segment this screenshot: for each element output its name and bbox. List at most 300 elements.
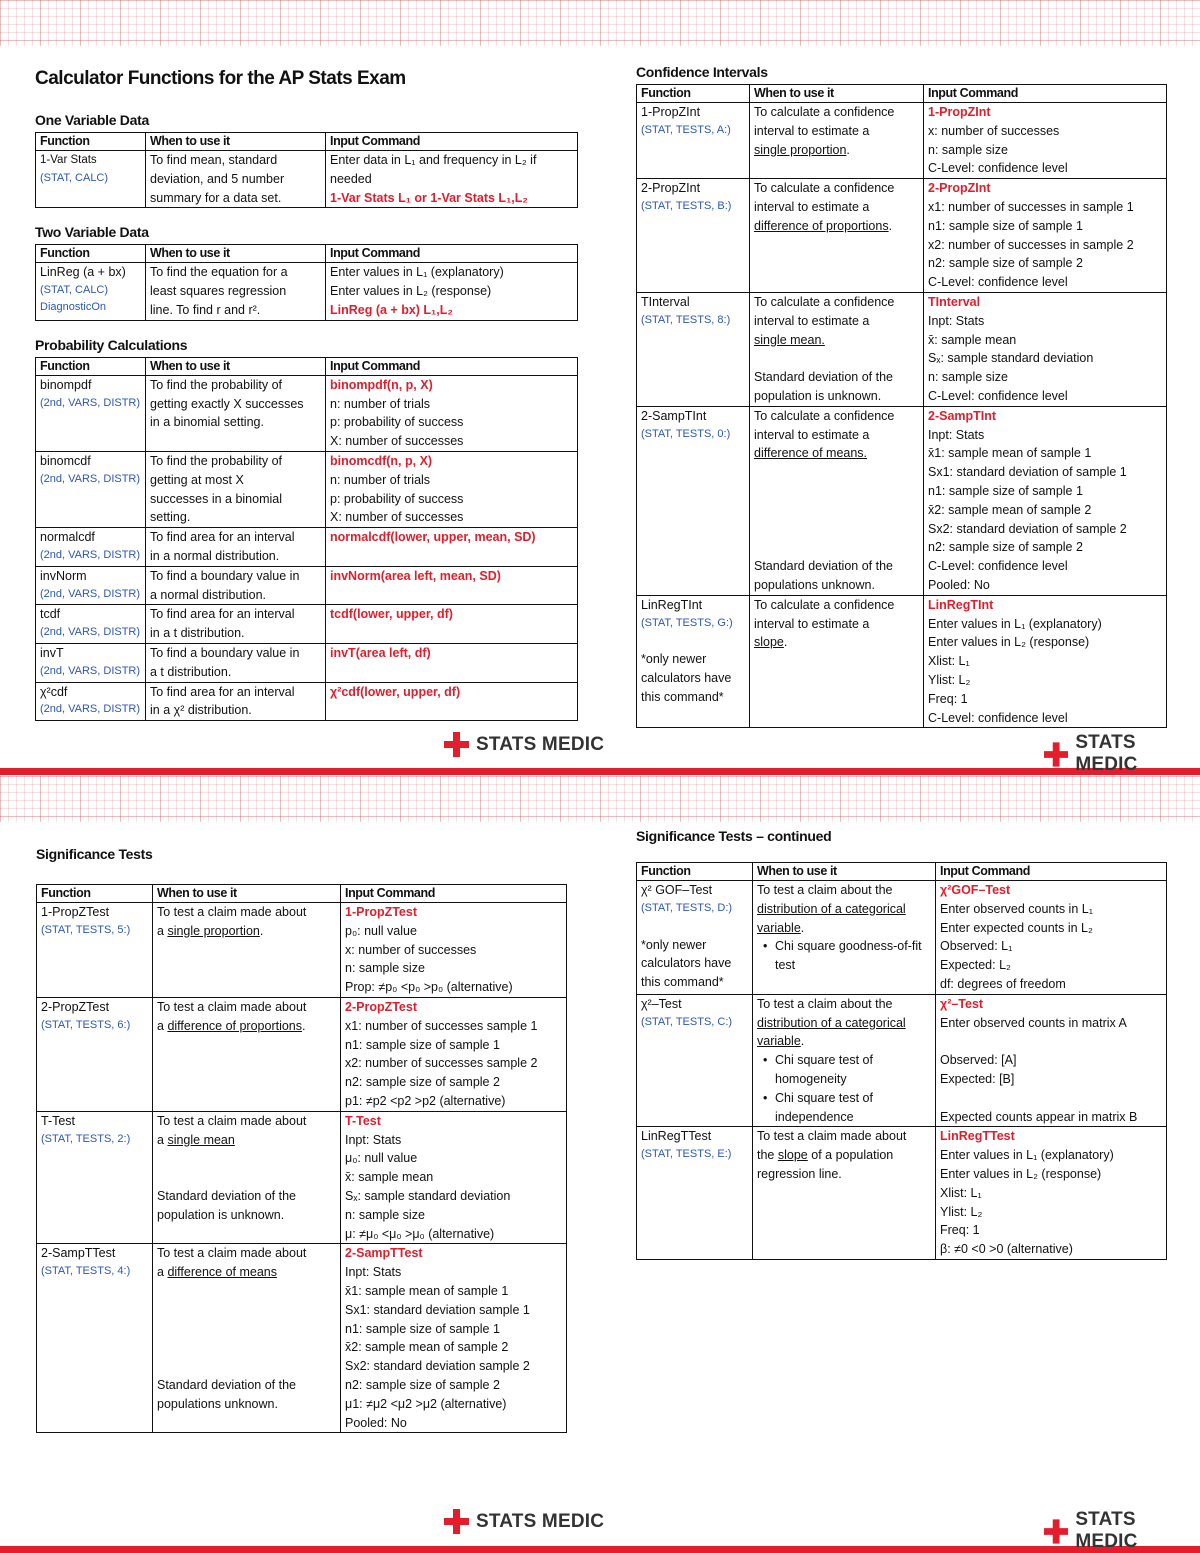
input-text: X: number of successes [330,434,464,449]
page1-right [636,64,1166,728]
function-name: LinRegTTest [641,1129,712,1144]
input-text: Expected counts appear in matrix B [940,1109,1138,1124]
command-text: binomcdf(n, p, X) [330,453,433,468]
key-sequence: (2nd, VARS, DISTR) [40,472,141,485]
table-row [637,103,1167,179]
when-text: To find area for an interval [150,684,295,699]
table-row [37,1111,567,1244]
key-sequence: (STAT, TESTS, G:) [641,616,733,629]
grid-band-middle [0,776,1200,822]
when-cell: To test a claim about the distribution of a categorical variable. • Chi square test of homogeneity • Chi square test of independence [753,994,936,1127]
when-underlined: distribution of a categorical variable [757,901,906,935]
section-title-significance-tests: Significance Tests [36,846,153,862]
table-row [637,994,1167,1127]
function-cell [37,1111,153,1244]
function-name: LinReg (a + bx) [40,265,126,280]
input-text: df: degrees of freedom [940,976,1066,991]
function-cell [36,528,146,567]
bullet-item: • Chi square goodness-of-fit test [757,937,931,975]
input-text: Ylist: L₂ [940,1204,983,1219]
function-name: TInterval [641,294,690,309]
function-cell [37,903,153,998]
table-row [637,881,1167,995]
section-title-one-var: One Variable Data [35,112,149,128]
when-cell [146,605,326,644]
note-text: this command* [641,689,724,704]
note-text: Standard deviation of the [157,1377,296,1392]
input-text: Xlist: L₁ [940,1185,982,1200]
note-text: population is unknown. [754,388,882,403]
table-row [37,997,567,1111]
note-text: Standard deviation of the [754,559,893,574]
function-name: 1-Var Stats [40,154,97,166]
input-text: Inpt: Stats [928,427,985,442]
when-text: summary for a data set. [150,190,282,205]
table-row [637,292,1167,406]
two-var-table [35,244,578,320]
input-text: x1: number of successes in sample 1 [928,199,1134,214]
when-text: To calculate a confidence [754,597,895,612]
confidence-interval-table [636,84,1167,728]
function-name: 1-PropZTest [41,905,110,919]
function-cell [637,881,753,995]
input-text: Sₓ: sample standard deviation [345,1188,511,1203]
col-when: When to use it [753,863,936,881]
command-text: χ²GOF–Test [940,883,1011,897]
when-text: in a χ² distribution. [150,703,252,718]
input-text: Pooled: No [928,577,990,592]
input-text: Pooled: No [345,1415,407,1430]
input-cell [924,406,1167,595]
table-row [36,263,578,320]
function-name: 2-PropZInt [641,181,701,196]
when-underlined: single proportion [754,142,847,157]
when-cell [153,1111,341,1244]
input-text: C-Level: confidence level [928,275,1068,290]
table-row [637,179,1167,293]
input-text: n: sample size [928,370,1008,385]
input-text: Sx1: standard deviation of sample 1 [928,465,1127,480]
when-underlined: distribution of a categorical variable [757,1015,906,1049]
table-row [36,566,578,605]
input-cell [326,151,578,208]
col-input: Input Command [326,245,578,263]
function-cell [637,179,750,293]
input-text: Xlist: L₁ [928,654,970,669]
note-text: calculators have [641,956,732,971]
when-cell [146,151,326,208]
input-text: x̄1: sample mean of sample 1 [928,446,1092,461]
when-text: To find the probability of [150,453,283,468]
when-cell [146,566,326,605]
table-header [37,885,567,903]
when-cell: To calculate a confidence interval to estimate a single proportion. [750,103,924,179]
col-when: When to use it [153,885,341,903]
input-cell [936,881,1167,995]
table-header [637,863,1167,881]
input-cell [924,292,1167,406]
input-text: Enter values in L₂ (response) [940,1166,1102,1181]
function-name: invT [40,645,64,660]
command-text: 1-PropZInt [928,105,991,119]
input-text: C-Level: confidence level [928,559,1068,574]
input-text: Freq: 1 [940,1223,980,1238]
input-text: Sx2: standard deviation sample 2 [345,1359,530,1374]
when-text: To calculate a confidence [754,105,895,119]
input-text: C-Level: confidence level [928,388,1068,403]
when-cell [146,682,326,721]
red-cross-icon [444,732,469,757]
col-function: Function [36,357,146,375]
input-cell [924,103,1167,179]
key-sequence: (STAT, TESTS, A:) [641,123,731,136]
command-text: χ²–Test [940,996,984,1011]
input-text: x: number of successes [345,942,477,957]
when-underlined: single proportion [167,923,260,938]
when-text: getting at most X [150,472,244,487]
function-cell [36,643,146,682]
note-text: calculators have [641,671,732,686]
note-text: populations unknown. [754,577,875,592]
when-text: in a binomial setting. [150,415,264,430]
input-text: Enter expected counts in L₂ [940,920,1093,935]
input-cell [341,997,567,1111]
input-text: n: sample size [345,1207,425,1222]
input-text: Enter observed counts in L₁ [940,901,1093,916]
table-row [637,595,1167,728]
when-cell [753,1127,936,1260]
divider-red-line [0,768,1200,775]
logo-text: STATS MEDIC [1075,732,1138,775]
function-cell [36,151,146,208]
key-sequence: (STAT, TESTS, 5:) [41,923,131,936]
function-name: binomcdf [40,453,91,468]
stats-medic-logo [444,1509,604,1534]
input-cell [326,451,578,527]
when-text: To calculate a confidence [754,181,895,196]
input-text: Prop: ≠p₀ <p₀ >p₀ (alternative) [345,980,513,995]
key-sequence: (STAT, TESTS, C:) [641,1015,733,1028]
when-text: interval to estimate a [754,123,870,138]
command-text: 2-PropZInt [928,181,991,196]
when-text: To find the probability of [150,377,283,392]
when-cell [146,263,326,320]
input-text: x̄: sample mean [928,332,1017,347]
input-text: Enter values in L₁ (explanatory) [940,1148,1114,1163]
stats-medic-logo [444,732,604,757]
input-text: n2: sample size of sample 2 [928,540,1083,555]
function-cell [637,406,750,595]
input-cell [326,528,578,567]
input-text: n1: sample size of sample 1 [345,1037,500,1052]
when-cell: To test a claim made about a difference of proportions. [153,997,341,1111]
input-cell [924,595,1167,728]
command-text: LinRegTTest [940,1129,1015,1144]
col-input: Input Command [341,885,567,903]
input-text: n2: sample size of sample 2 [928,256,1083,271]
bullet-item: • Chi square test of homogeneity [757,1051,931,1089]
command-text: 2-SampTTest [345,1246,423,1261]
command-text: LinRegTInt [928,597,994,612]
function-name: tcdf [40,607,61,622]
when-cell [750,292,924,406]
when-cell [153,1244,341,1433]
note-text: *only newer [641,652,707,667]
input-cell [326,375,578,451]
input-text: p1: ≠p2 <p2 >p2 (alternative) [345,1093,506,1108]
input-text: x2: number of successes sample 2 [345,1056,538,1071]
function-name: normalcdf [40,530,95,545]
input-text: Enter values in L₁ (explanatory) [330,265,504,280]
key-sequence: (2nd, VARS, DISTR) [40,626,141,639]
key-sequence-extra: DiagnosticOn [40,301,107,314]
input-text: μ: ≠μ₀ <μ₀ >μ₀ (alternative) [345,1226,495,1241]
note-text: populations unknown. [157,1396,278,1411]
col-input: Input Command [326,133,578,151]
function-name: 1-PropZInt [641,105,701,119]
key-sequence: (STAT, TESTS, B:) [641,199,732,212]
logo-text: STATS MEDIC [476,1510,605,1532]
input-cell [936,994,1167,1127]
col-function: Function [637,863,753,881]
when-text: To test a claim about the [757,996,893,1011]
input-text: μ1: ≠μ2 <μ2 >μ2 (alternative) [345,1396,507,1411]
when-text: To test a claim made about [157,1113,307,1128]
command-text: normalcdf(lower, upper, mean, SD) [330,530,536,545]
page1-left [35,68,577,721]
input-cell [326,263,578,320]
command-text: 1-Var Stats L₁ or 1-Var Stats L₁,L₂ [330,190,528,205]
input-text: n: number of trials [330,396,431,411]
section-title-significance-tests-continued: Significance Tests – continued [636,828,832,844]
function-cell [637,994,753,1127]
input-text: Sₓ: sample standard deviation [928,351,1094,366]
function-name: T-Test [41,1113,76,1128]
input-cell [326,643,578,682]
when-text: interval to estimate a [754,199,870,214]
input-text: Ylist: L₂ [928,672,971,687]
input-text: Freq: 1 [928,691,968,706]
input-text: C-Level: confidence level [928,710,1068,725]
when-text: To find mean, standard [150,153,278,167]
input-text: n: number of trials [330,472,431,487]
input-cell [326,682,578,721]
input-text: X: number of successes [330,510,464,525]
input-text: x̄1: sample mean of sample 1 [345,1283,509,1298]
input-text: n2: sample size of sample 2 [345,1377,500,1392]
when-text: a [157,923,164,938]
when-text: interval to estimate a [754,427,870,442]
function-cell [36,566,146,605]
section-title-probability: Probability Calculations [35,336,188,353]
when-text: To test a claim about the [757,883,893,897]
when-cell: To calculate a confidence interval to estimate a slope. [750,595,924,728]
when-text: To test a claim made about [157,1246,307,1261]
when-text: interval to estimate a [754,313,870,328]
when-text: getting exactly X successes [150,396,304,411]
input-text: Inpt: Stats [345,1132,402,1147]
key-sequence: (STAT, TESTS, E:) [641,1148,732,1161]
input-text: β: ≠0 <0 >0 (alternative) [940,1242,1073,1257]
command-text: TInterval [928,294,981,309]
input-text: Expected: [B] [940,1071,1015,1086]
logo-text: STATS MEDIC [476,733,605,755]
when-text: a [157,1132,164,1147]
when-text: line. To find r and r². [150,302,261,317]
table-header [637,85,1167,103]
table-row [637,1127,1167,1260]
key-sequence: (2nd, VARS, DISTR) [40,548,141,561]
col-when: When to use it [146,245,326,263]
input-text: p₀: null value [345,923,417,938]
red-cross-icon [1044,1519,1068,1544]
input-text: n: sample size [345,961,425,976]
input-text: x̄2: sample mean of sample 2 [345,1340,509,1355]
key-sequence: (STAT, TESTS, 8:) [641,313,731,326]
when-underlined: slope [754,635,784,650]
function-name: LinRegTInt [641,597,703,612]
section-title-confidence-intervals: Confidence Intervals [636,64,768,80]
input-text: Observed: [A] [940,1053,1017,1068]
note-text: *only newer [641,937,707,952]
when-text: To find area for an interval [150,607,295,622]
input-text: Sx2: standard deviation of sample 2 [928,521,1127,536]
red-cross-icon [1044,742,1068,767]
input-text: n1: sample size of sample 1 [345,1321,500,1336]
when-text: To calculate a confidence [754,408,895,423]
table-row [36,682,578,721]
function-name: χ²cdf [40,684,68,699]
function-name: binompdf [40,377,92,392]
when-text: To find area for an interval [150,530,295,545]
input-text: p: probability of success [330,491,464,506]
col-when: When to use it [146,357,326,375]
note-text: Standard deviation of the [157,1188,296,1203]
section-title-two-var: Two Variable Data [35,224,149,241]
red-cross-icon [444,1509,469,1534]
table-row [36,643,578,682]
input-text: C-Level: confidence level [928,161,1068,176]
when-underlined: difference of proportions [754,218,889,233]
when-cell [750,406,924,595]
when-text: a normal distribution. [150,587,267,602]
when-text: To test a claim made about [157,999,307,1014]
when-text: setting. [150,510,191,525]
significance-test-table [36,884,567,1433]
when-text: interval to estimate a [754,616,870,631]
when-text: a [157,1265,164,1280]
table-row [37,903,567,998]
input-cell [341,903,567,998]
key-sequence: (STAT, CALC) [40,284,109,297]
input-text: x: number of successes [928,123,1060,138]
input-text: Inpt: Stats [928,313,985,328]
table-row [637,406,1167,595]
grid-band-top [0,0,1200,46]
col-input: Input Command [924,85,1167,103]
function-cell [637,595,750,728]
input-cell [924,179,1167,293]
col-function: Function [37,885,153,903]
table-row [36,451,578,527]
when-text: deviation, and 5 number [150,171,285,186]
table-row [36,375,578,451]
col-when: When to use it [146,133,326,151]
command-text: 2-SampTInt [928,408,997,423]
function-cell [37,997,153,1111]
col-input: Input Command [326,357,578,375]
when-underlined: single mean [167,1132,235,1147]
key-sequence: (STAT, TESTS, 6:) [41,1018,131,1031]
table-row [36,528,578,567]
col-function: Function [36,133,146,151]
key-sequence: (2nd, VARS, DISTR) [40,664,141,677]
input-cell [936,1127,1167,1260]
when-text: To find the equation for a [150,265,288,280]
function-cell [36,682,146,721]
when-text: in a t distribution. [150,626,245,641]
when-text: the [757,1148,775,1163]
command-text: invNorm(area left, mean, SD) [330,568,501,583]
when-cell [146,451,326,527]
command-text: T-Test [345,1113,381,1128]
input-cell [326,605,578,644]
stats-medic-logo [1044,1509,1200,1553]
command-text: χ²cdf(lower, upper, df) [330,684,461,699]
when-text: To find a boundary value in [150,568,300,583]
input-text: Enter values in L₂ (response) [928,635,1090,650]
note-text: Standard deviation of the [754,370,893,385]
table-row [36,151,578,208]
input-text: Observed: L₁ [940,939,1013,954]
key-sequence: (STAT, TESTS, 0:) [641,427,731,440]
when-text: To find a boundary value in [150,645,300,660]
when-cell [146,375,326,451]
function-cell [36,375,146,451]
when-underlined: slope [777,1148,808,1163]
input-cell [341,1111,567,1244]
when-underlined: difference of proportions [167,1018,303,1033]
key-sequence: (2nd, VARS, DISTR) [40,703,141,716]
function-name: χ²–Test [641,996,682,1011]
input-text: Enter data in L₁ and frequency in L₂ if [330,153,537,167]
when-cell: To test a claim made about a single proportion. [153,903,341,998]
function-cell [36,263,146,320]
function-cell [637,292,750,406]
input-cell [341,1244,567,1433]
when-text: To test a claim made about [157,905,307,919]
when-cell: To test a claim about the distribution of a categorical variable. • Chi square goodness-of-fit test [753,881,936,995]
input-text: Enter values in L₂ (response) [330,284,492,299]
when-cell: To calculate a confidence interval to estimate a difference of proportions. [750,179,924,293]
col-when: When to use it [750,85,924,103]
input-text: p: probability of success [330,415,464,430]
input-text: x2: number of successes in sample 2 [928,237,1134,252]
input-text: Enter observed counts in matrix A [940,1015,1127,1030]
col-input: Input Command [936,863,1167,881]
command-text: 2-PropZTest [345,999,417,1014]
when-text: To calculate a confidence [754,294,895,309]
input-text: Sx1: standard deviation sample 1 [345,1302,530,1317]
function-name: invNorm [40,568,87,583]
page2-left [36,846,566,1433]
when-underlined: difference of means [167,1265,277,1280]
input-text: Inpt: Stats [345,1265,402,1280]
input-text: Expected: L₂ [940,958,1011,973]
one-var-table [35,132,578,208]
logo-text: STATS MEDIC [1075,1509,1138,1552]
bottom-red-line [0,1546,1200,1553]
